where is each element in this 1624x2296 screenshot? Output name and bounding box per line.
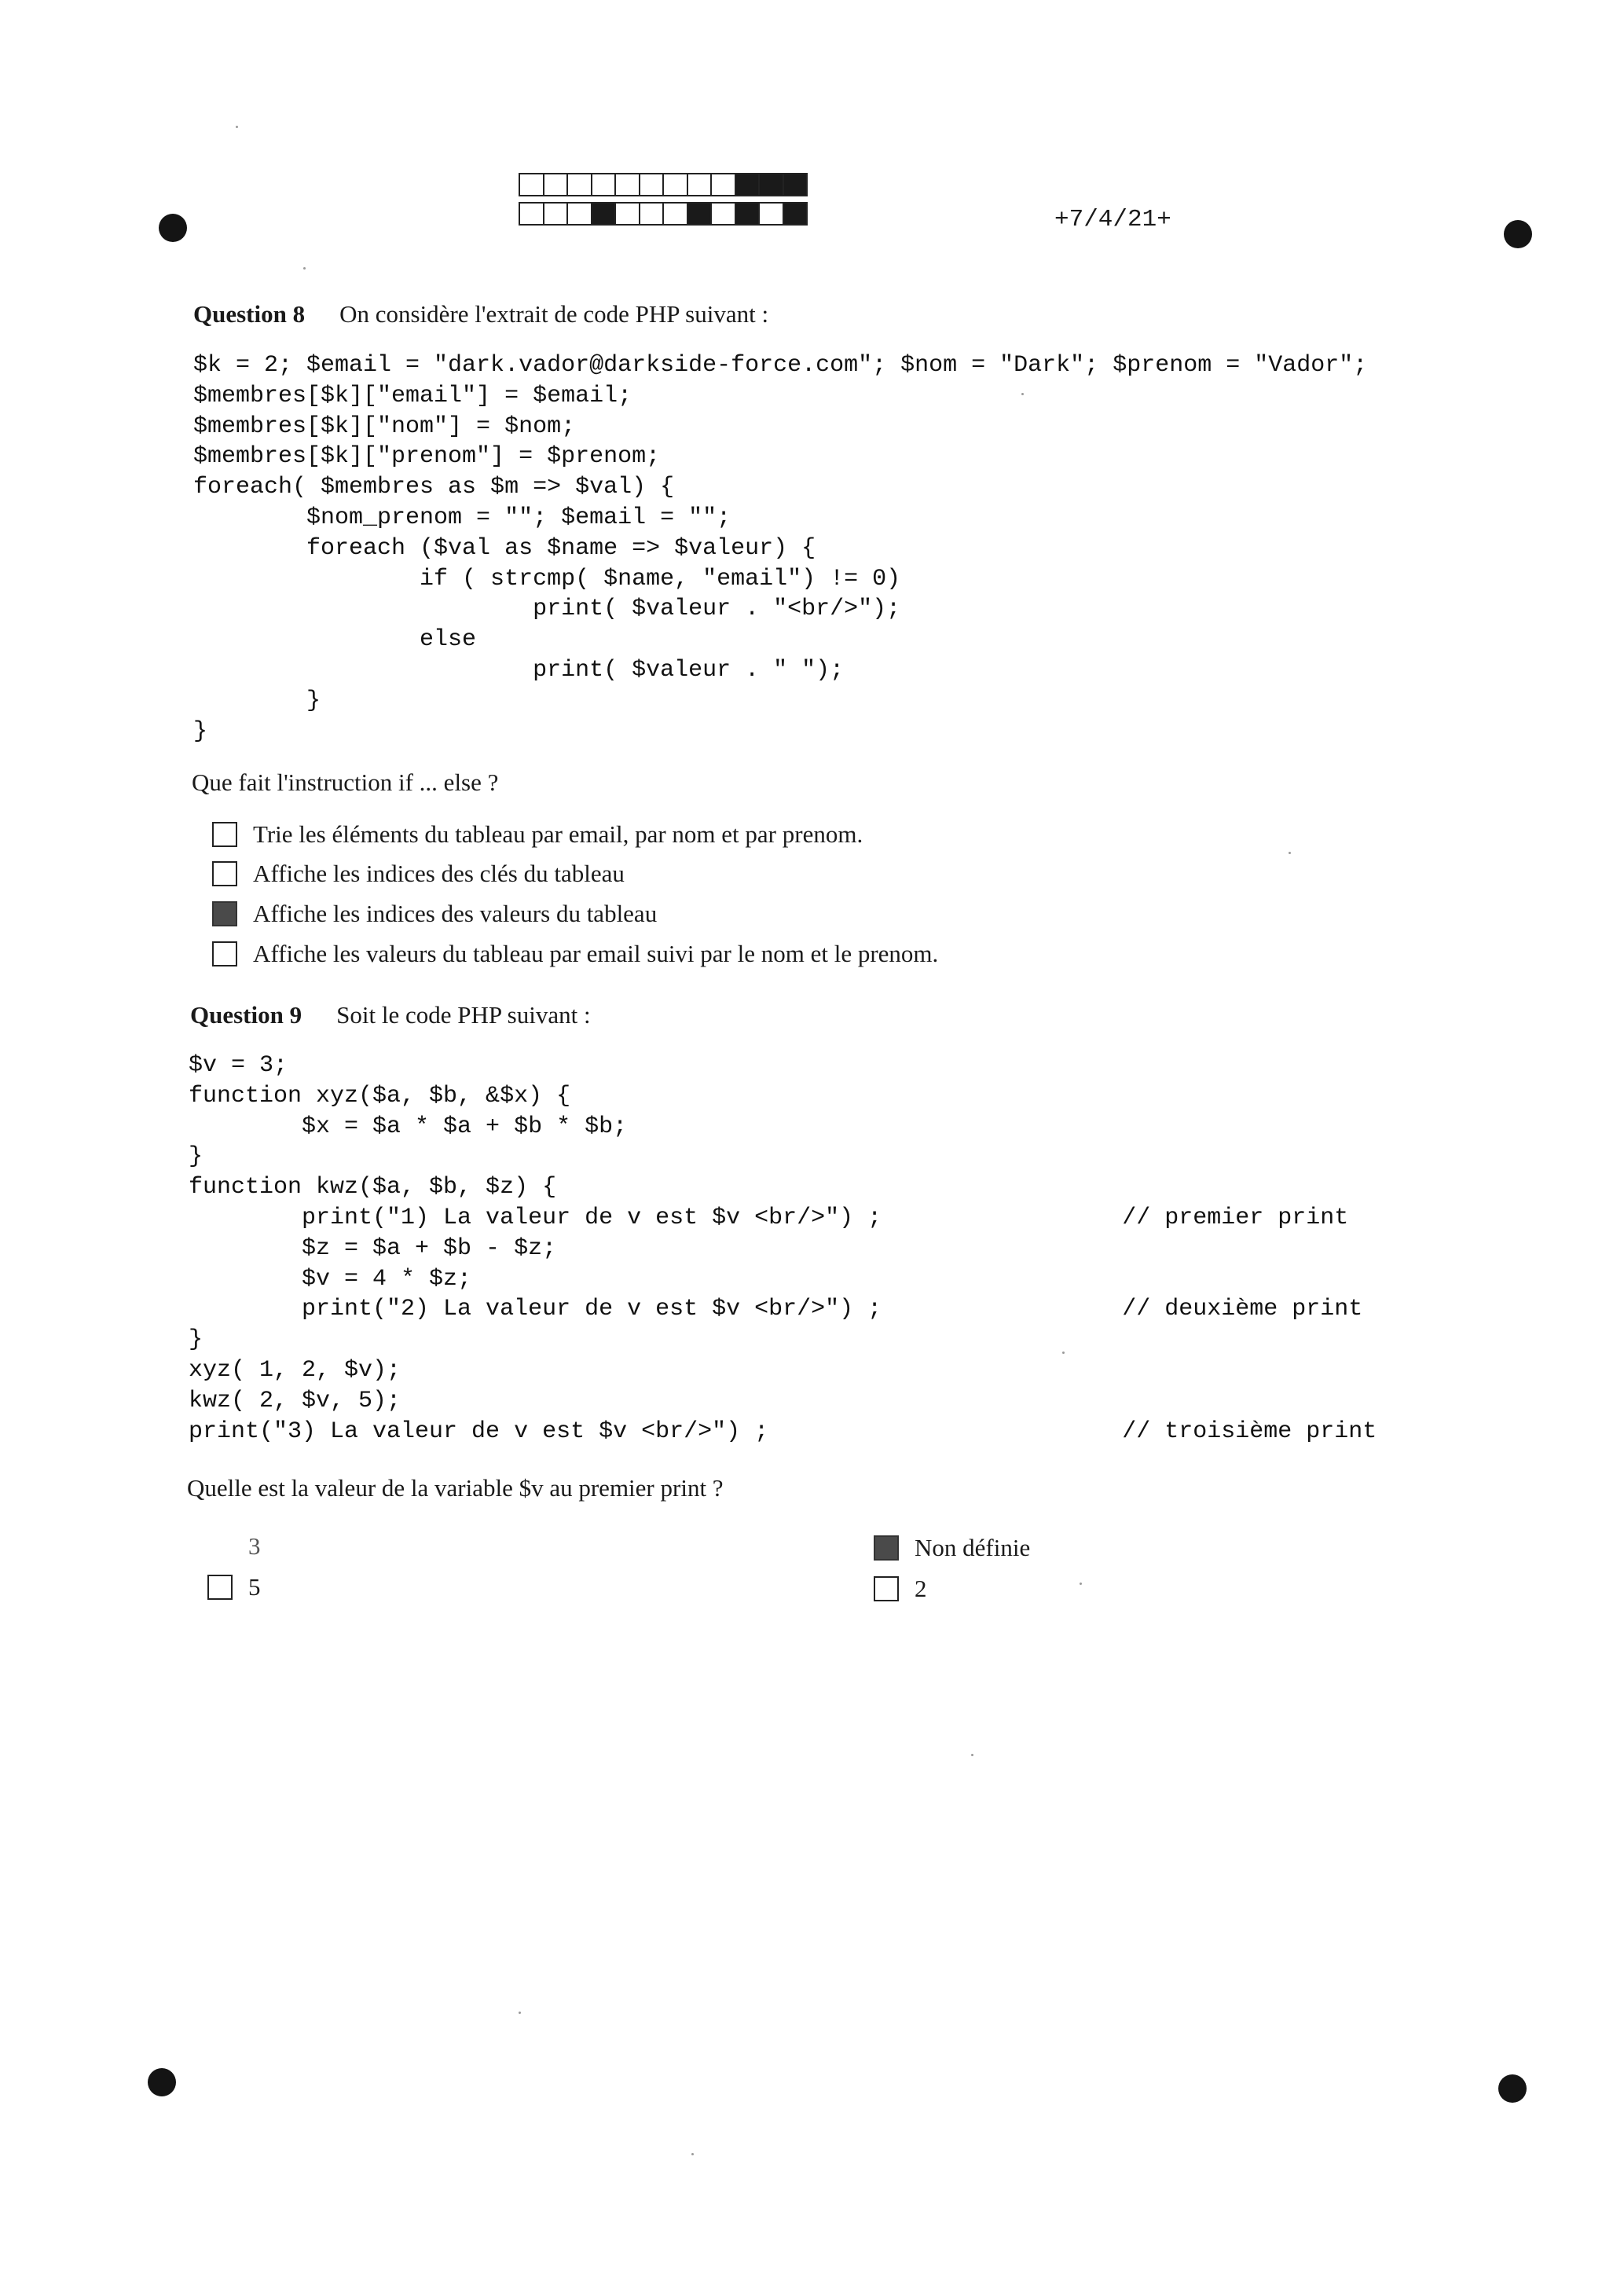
barcode-cell — [640, 174, 665, 195]
scan-speck — [1080, 1583, 1082, 1585]
q8-choice-3-checkbox[interactable] — [212, 901, 237, 926]
q9-choice-5-checkbox[interactable] — [207, 1575, 233, 1600]
q8-choice-1-label: Trie les éléments du tableau par email, par nom et par prenom. — [253, 820, 863, 848]
scan-speck — [971, 1754, 973, 1756]
q8-choice-3[interactable] — [212, 900, 657, 928]
question-9-code: $v = 3; function xyz($a, $b, &$x) { $x = $a * $a + $b * $b; } function kwz($a, $b, $z) { print("1) La valeur de v est $v <br/>") ; // premier print $z = $a + $b - $z; $v = 4 * $z; print("2) La valeur de v est $v <br/>") ; // deuxième print } xyz( 1, 2, $v); kwz( 2, $v, 5); print("3) La valeur de v est $v <br/>") ; // troisième print — [189, 1052, 1377, 1445]
question-8-code: $k = 2; $email = "dark.vador@darkside-force.com"; $nom = "Dark"; $prenom = "Vador"; $membres[$k]["email"] = $email; $membres[$k]["nom"] = $nom; $membres[$k]["prenom"] = $prenom; foreach( $membres as $m => $val) { $nom_prenom = ""; $email = ""; foreach ($val as $name => $valeur) { if ( strcmp( $name, "email") != 0) print( $valeur . "<br/>"); else print( $valeur . " "); } } — [193, 352, 1368, 745]
q9-choice-non-definie-label: Non définie — [915, 1534, 1031, 1561]
barcode-row-1 — [519, 173, 808, 196]
q8-choice-2-checkbox[interactable] — [212, 861, 237, 886]
question-8-header — [193, 300, 768, 328]
q8-choice-4[interactable] — [212, 940, 938, 968]
question-8-label: Question 8 — [193, 300, 306, 328]
q9-choice-2[interactable] — [874, 1575, 927, 1603]
q8-choice-2[interactable] — [212, 860, 625, 888]
barcode-cell — [712, 204, 736, 224]
question-8-prompt: Que fait l'instruction if ... else ? — [192, 768, 499, 796]
barcode-cell — [568, 204, 592, 224]
barcode-cell — [616, 174, 640, 195]
scan-speck — [1021, 393, 1024, 395]
barcode-cell — [688, 174, 713, 195]
q8-choice-1[interactable] — [212, 820, 863, 849]
barcode-cell — [784, 204, 807, 224]
barcode-cell — [688, 204, 713, 224]
barcode-row-2 — [519, 202, 808, 226]
barcode-cell — [592, 204, 617, 224]
barcode-cell — [544, 204, 569, 224]
q8-choice-1-checkbox[interactable] — [212, 822, 237, 847]
barcode-cell — [784, 174, 807, 195]
scan-speck — [303, 267, 306, 270]
q9-choice-2-label: 2 — [915, 1575, 927, 1602]
q9-choice-5-label: 5 — [248, 1573, 261, 1601]
scan-speck — [519, 2012, 521, 2014]
scan-speck — [691, 2153, 694, 2155]
barcode-cell — [568, 174, 592, 195]
q9-choice-non-definie-checkbox[interactable] — [874, 1535, 899, 1561]
barcode-cell — [544, 174, 569, 195]
barcode-cell — [664, 204, 688, 224]
page-identifier: +7/4/21+ — [1054, 206, 1171, 233]
barcode-cell — [736, 174, 761, 195]
q8-choice-3-label: Affiche les indices des valeurs du tableau — [253, 900, 658, 927]
barcode-cell — [640, 204, 665, 224]
question-8-text: On considère l'extrait de code PHP suivant : — [339, 300, 769, 328]
q8-choice-2-label: Affiche les indices des clés du tableau — [253, 860, 625, 887]
registration-mark-top-right — [1504, 220, 1532, 248]
q9-choice-3-label: 3 — [248, 1532, 261, 1560]
question-9-prompt: Quelle est la valeur de la variable $v au premier print ? — [187, 1474, 724, 1502]
q9-choice-5[interactable] — [207, 1573, 261, 1601]
barcode-cell — [736, 204, 761, 224]
barcode-cell — [616, 204, 640, 224]
barcode-cell — [664, 174, 688, 195]
registration-mark-bottom-left — [148, 2068, 176, 2096]
registration-mark-bottom-right — [1498, 2074, 1527, 2103]
q8-choice-4-label: Affiche les valeurs du tableau par email suivi par le nom et le prenom. — [253, 940, 939, 967]
barcode-cell — [592, 174, 617, 195]
barcode-cell — [520, 174, 544, 195]
registration-mark-top-left — [159, 214, 187, 242]
q9-choice-3-checkbox[interactable] — [207, 1534, 233, 1559]
scan-speck — [236, 126, 238, 128]
q8-choice-4-checkbox[interactable] — [212, 941, 237, 966]
question-9-label: Question 9 — [190, 1001, 302, 1029]
q9-choice-3[interactable] — [207, 1532, 261, 1561]
barcode-cell — [712, 174, 736, 195]
q9-choice-non-definie[interactable] — [874, 1534, 1030, 1562]
q9-choice-2-checkbox[interactable] — [874, 1576, 899, 1601]
scan-speck — [1289, 852, 1291, 854]
barcode-cell — [760, 204, 784, 224]
question-9-text: Soit le code PHP suivant : — [336, 1001, 591, 1029]
barcode-cell — [760, 174, 784, 195]
barcode-cell — [520, 204, 544, 224]
question-9-header — [190, 1001, 591, 1029]
scan-speck — [1062, 1352, 1065, 1354]
